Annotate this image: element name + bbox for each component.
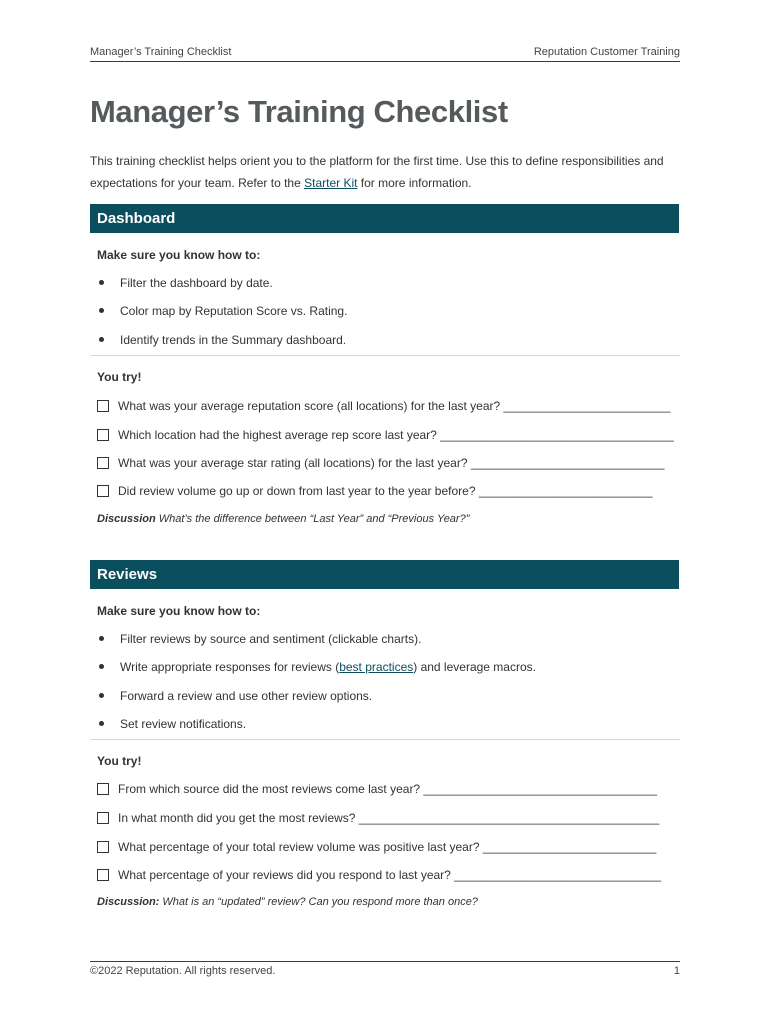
intro-text-after: for more information. xyxy=(357,176,472,190)
reviews-know-label: Make sure you know how to: xyxy=(97,604,261,618)
reviews-bullet-1 xyxy=(97,631,421,647)
checkbox[interactable] xyxy=(97,400,109,412)
section-heading-dashboard: Dashboard xyxy=(90,204,679,233)
question-text: In what month did you get the most reviews? _____________________________________________ xyxy=(118,811,660,825)
reviews-question-2[interactable] xyxy=(97,810,659,826)
dashboard-try-label: You try! xyxy=(97,370,142,384)
bullet-icon xyxy=(99,721,104,726)
checkbox[interactable] xyxy=(97,869,109,881)
header-right: Reputation Customer Training xyxy=(533,46,680,58)
reviews-bullet-3 xyxy=(97,688,372,704)
bullet-text: Write appropriate responses for reviews ( xyxy=(120,660,340,674)
bullet-icon xyxy=(99,664,104,669)
discussion-text: What is an “updated” review? Can you respond more than once? xyxy=(159,896,478,908)
checkbox[interactable] xyxy=(97,457,109,469)
question-text: What percentage of your total review volume was positive last year? __________________________ xyxy=(118,840,657,854)
section-heading-reviews: Reviews xyxy=(90,560,679,589)
header-left: Manager’s Training Checklist xyxy=(90,46,232,58)
question-text: Did review volume go up or down from last year to the year before? __________________________ xyxy=(118,484,653,498)
bullet-text-after: ) and leverage macros. xyxy=(413,660,536,674)
document-page xyxy=(90,0,680,1024)
checkbox[interactable] xyxy=(97,485,109,497)
checkbox[interactable] xyxy=(97,783,109,795)
page-header xyxy=(90,46,680,62)
question-text: From which source did the most reviews come last year? ___________________________________ xyxy=(118,782,658,796)
intro-paragraph xyxy=(90,150,680,194)
page-title: Manager’s Training Checklist xyxy=(90,94,508,129)
intro-text-before: This training checklist helps orient you to the platform for the first time. Use this to define responsibilities and expectations for your team. Refer to the xyxy=(90,154,664,190)
checkbox[interactable] xyxy=(97,429,109,441)
dashboard-question-2[interactable] xyxy=(97,427,674,443)
question-text: What percentage of your reviews did you respond to last year? _______________________________ xyxy=(118,868,662,882)
page-number: 1 xyxy=(673,965,680,977)
discussion-text: What’s the difference between “Last Year” and “Previous Year?” xyxy=(155,513,470,525)
footer-copyright: ©2022 Reputation. All rights reserved. xyxy=(90,965,276,977)
reviews-question-3[interactable] xyxy=(97,839,656,855)
discussion-label: Discussion xyxy=(97,513,156,525)
bullet-icon xyxy=(99,636,104,641)
bullet-icon xyxy=(99,280,104,285)
reviews-question-4[interactable] xyxy=(97,867,661,883)
reviews-divider xyxy=(90,739,680,740)
bullet-text: Forward a review and use other review options. xyxy=(120,689,373,703)
question-text: Which location had the highest average rep score last year? ___________________________________ xyxy=(118,428,674,442)
dashboard-discussion xyxy=(97,513,469,525)
dashboard-question-3[interactable] xyxy=(97,455,664,471)
dashboard-bullet-3 xyxy=(97,332,346,348)
bullet-icon xyxy=(99,308,104,313)
dashboard-bullet-2 xyxy=(97,303,347,319)
dashboard-divider xyxy=(90,355,680,356)
bullet-text: Filter reviews by source and sentiment (clickable charts). xyxy=(120,632,422,646)
best-practices-link[interactable]: best practices xyxy=(339,660,414,674)
dashboard-question-1[interactable] xyxy=(97,398,670,414)
bullet-text: Filter the dashboard by date. xyxy=(120,276,273,290)
checkbox[interactable] xyxy=(97,812,109,824)
reviews-bullet-4 xyxy=(97,716,246,732)
reviews-try-label: You try! xyxy=(97,754,142,768)
bullet-text: Set review notifications. xyxy=(120,717,247,731)
reviews-question-1[interactable] xyxy=(97,781,657,797)
dashboard-bullet-1 xyxy=(97,275,273,291)
bullet-icon xyxy=(99,693,104,698)
bullet-text: Color map by Reputation Score vs. Rating. xyxy=(120,304,348,318)
bullet-icon xyxy=(99,337,104,342)
checkbox[interactable] xyxy=(97,841,109,853)
discussion-label: Discussion: xyxy=(97,896,160,908)
dashboard-question-4[interactable] xyxy=(97,483,652,499)
reviews-bullet-2 xyxy=(97,659,536,675)
question-text: What was your average star rating (all locations) for the last year? _____________________________ xyxy=(118,456,665,470)
starter-kit-link[interactable]: Starter Kit xyxy=(304,176,358,190)
question-text: What was your average reputation score (all locations) for the last year? _________________________ xyxy=(118,399,671,413)
bullet-text: Identify trends in the Summary dashboard. xyxy=(120,333,347,347)
dashboard-know-label: Make sure you know how to: xyxy=(97,248,261,262)
reviews-discussion xyxy=(97,896,478,908)
page-footer xyxy=(90,961,680,977)
